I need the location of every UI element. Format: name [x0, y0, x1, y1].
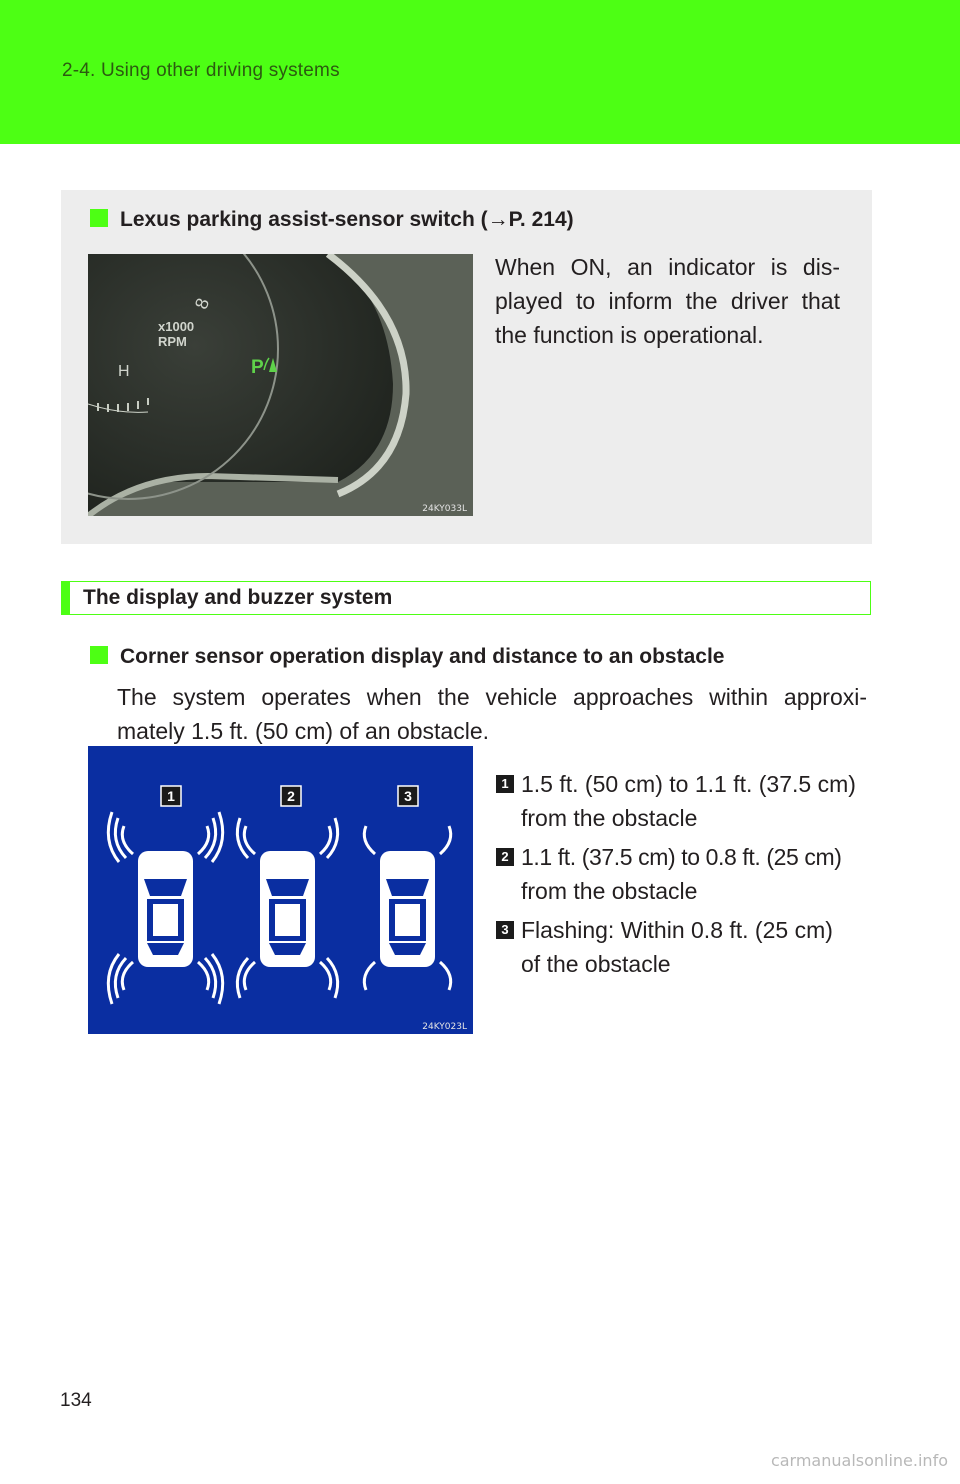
parking-indicator-label: P: [251, 357, 264, 378]
sensor-display-photo: [88, 746, 473, 1034]
list-number-3: 3: [496, 921, 514, 939]
switch-description: [495, 250, 840, 352]
display-section-heading-text: The display and buzzer system: [83, 586, 393, 609]
section-breadcrumb: 2-4. Using other driving systems: [62, 60, 340, 81]
gauge-eight-label: 8: [190, 295, 214, 312]
watermark: carmanualsonline.info: [770, 1451, 948, 1470]
list-item-line: of the obstacle: [521, 951, 671, 977]
cluster-photo: [88, 254, 473, 516]
bullet-square-icon: [90, 646, 108, 664]
list-number-2: 2: [496, 848, 514, 866]
switch-description-line: played to inform the driver that: [495, 288, 840, 314]
gauge-x1000-label: x1000: [158, 319, 195, 334]
list-item-line: Flashing: Within 0.8 ft. (25 cm): [521, 917, 833, 943]
display-intro: [117, 680, 867, 748]
section-accent-bar: [61, 581, 70, 615]
header-band: [0, 0, 960, 144]
display-label-3: 3: [404, 788, 412, 804]
list-item-line: 1.1 ft. (37.5 cm) to 0.8 ft. (25 cm): [521, 844, 842, 870]
display-subtitle: [90, 645, 724, 669]
display-subtitle-text: Corner sensor operation display and distance to an obstacle: [120, 645, 725, 668]
car-icon-3: [380, 851, 435, 967]
list-item-2: [521, 840, 871, 908]
list-number-1: 1: [496, 775, 514, 793]
display-intro-line: The system operates when the vehicle approaches within approxi-: [117, 684, 867, 710]
switch-subtitle: [90, 208, 574, 232]
display-intro-line: mately 1.5 ft. (50 cm) of an obstacle.: [117, 718, 489, 744]
car-icon-2: [260, 851, 315, 967]
bullet-square-icon: [90, 209, 108, 227]
list-item-line: 1.5 ft. (50 cm) to 1.1 ft. (37.5 cm): [521, 771, 856, 797]
switch-subtitle-text: Lexus parking assist-sensor switch (→P. 214): [120, 208, 574, 231]
list-item-3: [521, 913, 871, 981]
gauge-h-label: H: [118, 363, 130, 380]
photo1-code: 24KY033L: [422, 504, 467, 514]
gauge-rpm-label: RPM: [158, 334, 187, 349]
list-item-line: from the obstacle: [521, 878, 698, 904]
photo2-code: 24KY023L: [422, 1022, 467, 1032]
switch-description-line: the function is operational.: [495, 322, 764, 348]
page-number: 134: [60, 1390, 92, 1411]
list-item-line: from the obstacle: [521, 805, 698, 831]
sensor-display-illustration: [88, 746, 473, 1034]
car-icon-1: [138, 851, 193, 967]
switch-description-line: When ON, an indicator is dis-: [495, 254, 840, 280]
list-item-1: [521, 767, 871, 835]
cluster-illustration: [88, 254, 473, 516]
display-section-heading: [61, 581, 871, 615]
display-label-1: 1: [167, 788, 175, 804]
display-label-2: 2: [287, 788, 295, 804]
